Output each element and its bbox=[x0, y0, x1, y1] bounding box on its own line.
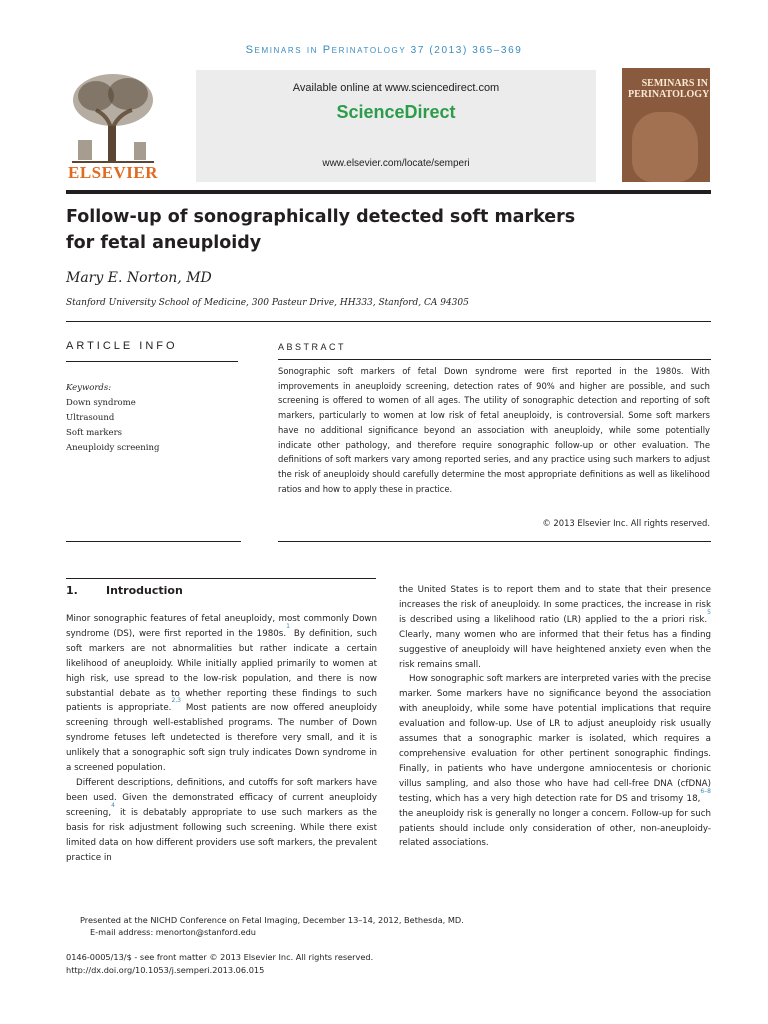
keywords-label: Keywords: bbox=[66, 383, 112, 393]
abstract-text: Sonographic soft markers of fetal Down syndrome were first reported in the 1980s. With improvements in aneuploidy screening, detection rates of 90% and higher are possible, and such screening is offered to women of all ages. The utility of sonographic detection and reporting of soft markers, particularly to women at low risk of fetal aneuploidy, is controversial. Some soft markers have no additional significance beyond an association with aneuploidy, while some potentially indicate other pathology, and therefore require sonographic follow-up or other evaluation. The definitions of soft markers vary among reported series, and any practice using such markers to adjust the risk of aneuploidy should carefully determine the most appropriate definitions as well as likelihood ratios and how to apply these in practice. bbox=[278, 366, 710, 494]
cover-portrait bbox=[632, 112, 698, 182]
keyword-item: Ultrasound bbox=[66, 413, 115, 423]
doi-link[interactable]: http://dx.doi.org/10.1053/j.semperi.2013.06.015 bbox=[66, 965, 265, 975]
abstract-heading: ABSTRACT bbox=[278, 342, 347, 352]
article-title: Follow-up of sonographically detected soft markers for fetal aneuploidy bbox=[66, 207, 576, 253]
paragraph: the United States is to report them and to state that their presence increases the risk of aneuploidy. In some practices, the increase in risk is described using a likelihood ratio (LR) applied to the a priori risk.$^5$ Clearly, many women who are informed that their fetus has a finding suggestive of aneuploidy will have heightened anxiety even when the risk remains small. bbox=[399, 585, 711, 670]
citation-link[interactable]: 1 bbox=[286, 622, 290, 630]
cover-title: SEMINARS IN PERINATOLOGY bbox=[628, 78, 710, 100]
keyword-item: Soft markers bbox=[66, 428, 123, 438]
keyword-item: Aneuploidy screening bbox=[66, 443, 160, 453]
paragraph: Minor sonographic features of fetal aneuploidy, most commonly Down syndrome (DS), were first reported in the 1980s.$^1$ By definition, such soft markers are not abnormalities but rather indicate a certain likelihood of aneuploidy. While initially applied primarily to women at high risk, use spread to the low-risk population, and there is now substantial debate as to whether reporting these findings to such patients is appropriate.$^{2,3}$ Most patients are now offered aneuploidy screening through well-established programs. The number of Down syndrome fetuses left undetected is therefore very small, and it is unlikely that a sonographic soft sign truly indicates Down syndrome in a screened population. bbox=[66, 614, 378, 774]
email-footnote[interactable]: E-mail address: menorton@stanford.edu bbox=[90, 927, 256, 937]
section-number: 1. bbox=[66, 584, 78, 597]
article-info-rule bbox=[66, 361, 238, 362]
available-online-text[interactable]: Available online at www.sciencedirect.com bbox=[292, 82, 500, 94]
volume-info: 37 (2013) 365–369 bbox=[410, 45, 523, 56]
citation-link[interactable]: 5 bbox=[707, 608, 711, 616]
citation-link[interactable]: 4 bbox=[111, 801, 115, 809]
journal-cover-image bbox=[622, 68, 710, 182]
title-rule bbox=[66, 321, 711, 322]
elsevier-wordmark: ELSEVIER bbox=[68, 163, 158, 182]
article-info-heading: ARTICLE INFO bbox=[66, 340, 178, 352]
body-column-left bbox=[66, 612, 377, 865]
body-column-right bbox=[399, 583, 711, 851]
author-affiliation: Stanford University School of Medicine, 300 Pasteur Drive, HH333, Stanford, CA 94305 bbox=[66, 298, 469, 308]
keyword-item: Down syndrome bbox=[66, 398, 136, 408]
journal-running-title: Seminars in Perinatology bbox=[245, 44, 407, 56]
issn-info bbox=[66, 951, 373, 977]
paragraph: Different descriptions, definitions, and cutoffs for soft markers have been used. Given the demonstrated efficacy of current aneuploidy screening,$^4$ it is debatably appropriate to use such markers as the basis for risk adjustment following such screening. While there exist limited data on how different providers use soft markers, the prevalent practice in bbox=[66, 777, 377, 863]
author-name: Mary E. Norton, MD bbox=[66, 270, 212, 286]
sciencedirect-logo: ScienceDirect bbox=[336, 102, 456, 122]
paragraph: How sonographic soft markers are interpreted varies with the precise marker. Some markers have no significance beyond the association with aneuploidy, while some have potential implications that require evaluation and follow-up. Use of LR to adjust aneuploidy risk usually assumes that a sonographic marker is isolated, which requires a comprehensive evaluation for other pertinent sonographic findings. Finally, in patients who have undergone amniocentesis or chorionic villus sampling, and also those who have had cell-free DNA (cfDNA) testing, which has a very high detection rate for DS and trisomy 18,$^{6-8}$ the aneuploidy risk is generally no longer a concern. Follow-up for such patients should include only consideration of other, non-aneuploidy-related associations. bbox=[399, 674, 711, 849]
section-title: Introduction bbox=[106, 584, 183, 597]
section-heading bbox=[66, 584, 183, 597]
citation-link[interactable]: 6–8 bbox=[700, 787, 711, 795]
issn-line: 0146-0005/13/$ - see front matter © 2013 Elsevier Inc. All rights reserved. bbox=[66, 952, 374, 962]
abstract-bottom-rule bbox=[278, 541, 711, 542]
running-header bbox=[0, 44, 768, 56]
abstract-rule bbox=[278, 359, 711, 360]
abstract-copyright: © 2013 Elsevier Inc. All rights reserved. bbox=[542, 518, 710, 528]
journal-url[interactable]: www.elsevier.com/locate/semperi bbox=[322, 158, 470, 169]
section-rule bbox=[66, 578, 376, 579]
article-info-bottom-rule bbox=[66, 541, 241, 542]
citation-link[interactable]: 2,3 bbox=[171, 697, 181, 705]
presentation-footnote: Presented at the NICHD Conference on Fetal Imaging, December 13–14, 2012, Bethesda, MD. bbox=[80, 915, 464, 925]
header-rule bbox=[66, 190, 711, 194]
